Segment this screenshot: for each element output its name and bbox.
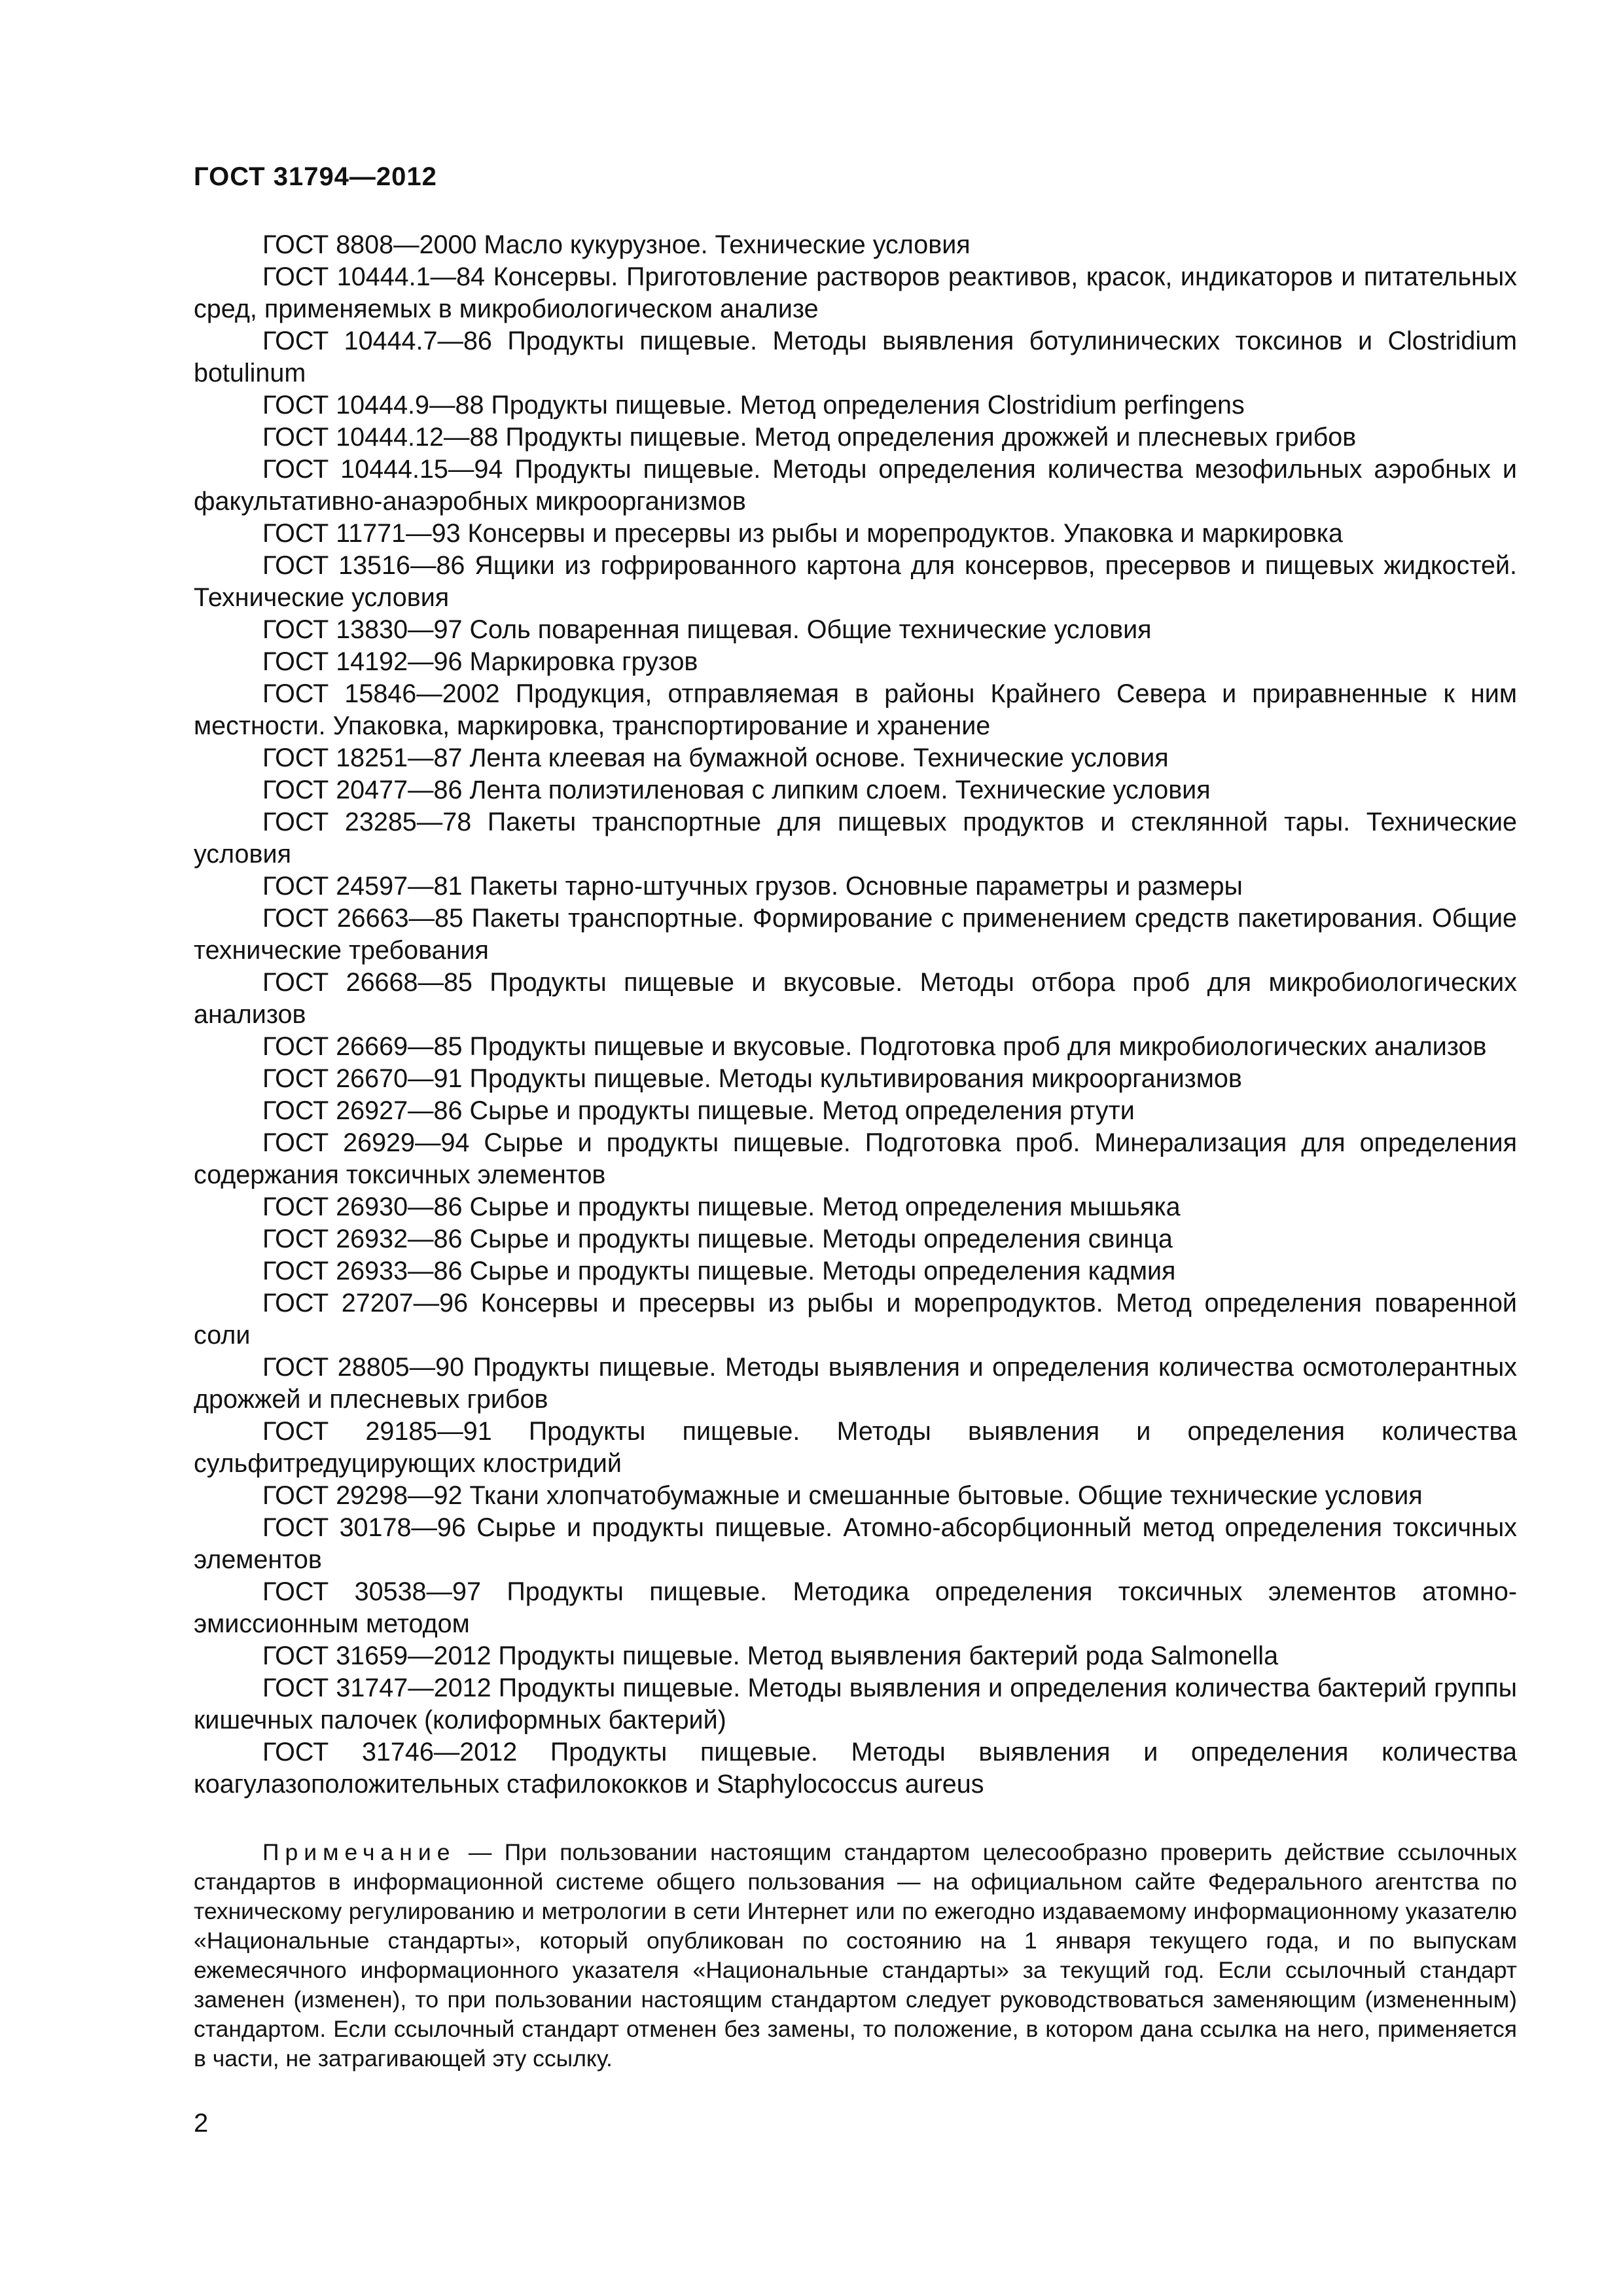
reference-item: ГОСТ 27207—96 Консервы и пресервы из рыбы и морепродуктов. Метод определения поваренной соли — [194, 1289, 1517, 1350]
reference-item: ГОСТ 30538—97 Продукты пищевые. Методика определения токсичных элементов атомно-эмиссионным методом — [194, 1577, 1517, 1638]
reference-item: ГОСТ 26932—86 Сырье и продукты пищевые. Методы определения свинца — [262, 1225, 1173, 1253]
reference-item: ГОСТ 26663—85 Пакеты транспортные. Формирование с применением средств пакетирования. Общие технические требования — [194, 904, 1517, 965]
reference-item: ГОСТ 18251—87 Лента клеевая на бумажной основе. Технические условия — [262, 744, 1169, 772]
reference-item: ГОСТ 30178—96 Сырье и продукты пищевые. Атомно-абсорбционный метод определения токсичных элементов — [194, 1513, 1517, 1574]
reference-item: ГОСТ 10444.9—88 Продукты пищевые. Метод определения Clostridium perfingens — [262, 391, 1245, 420]
reference-item: ГОСТ 26669—85 Продукты пищевые и вкусовые. Подготовка проб для микробиологических анализов — [262, 1032, 1487, 1061]
reference-item: ГОСТ 11771—93 Консервы и пресервы из рыбы и морепродуктов. Упаковка и маркировка — [262, 519, 1343, 548]
normative-references-list — [194, 229, 1517, 1801]
page-number: 2 — [194, 2109, 209, 2138]
reference-item: ГОСТ 10444.7—86 Продукты пищевые. Методы выявления ботулинических токсинов и Clostridium botulinum — [194, 327, 1517, 387]
reference-item: ГОСТ 26930—86 Сырье и продукты пищевые. Метод определения мышьяка — [262, 1193, 1181, 1221]
reference-item: ГОСТ 8808—2000 Масло кукурузное. Технические условия — [262, 230, 971, 259]
reference-item: ГОСТ 13516—86 Ящики из гофрированного картона для консервов, пресервов и пищевых жидкостей. Технические условия — [194, 551, 1517, 612]
reference-item: ГОСТ 13830—97 Соль поваренная пищевая. Общие технические условия — [262, 615, 1152, 644]
reference-item: ГОСТ 14192—96 Маркировка грузов — [262, 647, 698, 676]
reference-item: ГОСТ 10444.15—94 Продукты пищевые. Методы определения количества мезофильных аэробных и факультативно-анаэробных микроорганизмов — [194, 455, 1517, 516]
note-paragraph — [194, 1838, 1517, 2073]
reference-item: ГОСТ 31747—2012 Продукты пищевые. Методы выявления и определения количества бактерий группы кишечных палочек (колиформных бактерий) — [194, 1674, 1517, 1734]
reference-item: ГОСТ 26927—86 Сырье и продукты пищевые. Метод определения ртути — [262, 1096, 1135, 1125]
reference-item: ГОСТ 10444.1—84 Консервы. Приготовление растворов реактивов, красок, индикаторов и питательных сред, применяемых в микробиологическом анализе — [194, 262, 1517, 323]
reference-item: ГОСТ 26670—91 Продукты пищевые. Методы культивирования микроорганизмов — [262, 1064, 1242, 1093]
reference-item: ГОСТ 31659—2012 Продукты пищевые. Метод выявления бактерий рода Salmonella — [262, 1641, 1279, 1670]
reference-item: ГОСТ 10444.12—88 Продукты пищевые. Метод определения дрожжей и плесневых грибов — [262, 423, 1357, 452]
document-header: ГОСТ 31794—2012 — [194, 162, 437, 191]
reference-item: ГОСТ 29185—91 Продукты пищевые. Методы выявления и определения количества сульфитредуцирующих клостридий — [194, 1417, 1517, 1478]
reference-item: ГОСТ 26668—85 Продукты пищевые и вкусовые. Методы отбора проб для микробиологических анализов — [194, 968, 1517, 1029]
reference-item: ГОСТ 31746—2012 Продукты пищевые. Методы выявления и определения количества коагулазоположительных стафилококков и Staphylococcus aureus — [194, 1738, 1517, 1799]
note-label: Примечание — [262, 1839, 456, 1865]
note-text: — При пользовании настоящим стандартом целесообразно проверить действие ссылочных стандартов в информационной системе общего пользования — на официальном сайте Федерального агентства по техническому регулированию и метрологии в сети Интернет или по ежегодно издаваемому информационному указателю «Национальные стандарты», который опубликован по состоянию на 1 января текущего года, и по выпускам ежемесячного информационного указателя «Национальные стандарты» за текущий год. Если ссылочный стандарт заменен (изменен), то при пользовании настоящим стандартом следует руководствоваться заменяющим (измененным) стандартом. Если ссылочный стандарт отменен без замены, то положение, в котором дана ссылка на него, применяется в части, не затрагивающей эту ссылку. — [194, 1839, 1517, 2072]
reference-item: ГОСТ 24597—81 Пакеты тарно-штучных грузов. Основные параметры и размеры — [262, 872, 1243, 901]
reference-item: ГОСТ 23285—78 Пакеты транспортные для пищевых продуктов и стеклянной тары. Технические условия — [194, 808, 1517, 869]
reference-item: ГОСТ 29298—92 Ткани хлопчатобумажные и смешанные бытовые. Общие технические условия — [262, 1481, 1423, 1510]
reference-item: ГОСТ 20477—86 Лента полиэтиленовая с липким слоем. Технические условия — [262, 776, 1211, 804]
reference-item: ГОСТ 26929—94 Сырье и продукты пищевые. Подготовка проб. Минерализация для определения содержания токсичных элементов — [194, 1128, 1517, 1189]
reference-item: ГОСТ 26933—86 Сырье и продукты пищевые. Методы определения кадмия — [262, 1257, 1176, 1285]
reference-item: ГОСТ 28805—90 Продукты пищевые. Методы выявления и определения количества осмотолерантных дрожжей и плесневых грибов — [194, 1353, 1517, 1414]
reference-item: ГОСТ 15846—2002 Продукция, отправляемая в районы Крайнего Севера и приравненные к ним местности. Упаковка, маркировка, транспортирование и хранение — [194, 679, 1517, 740]
